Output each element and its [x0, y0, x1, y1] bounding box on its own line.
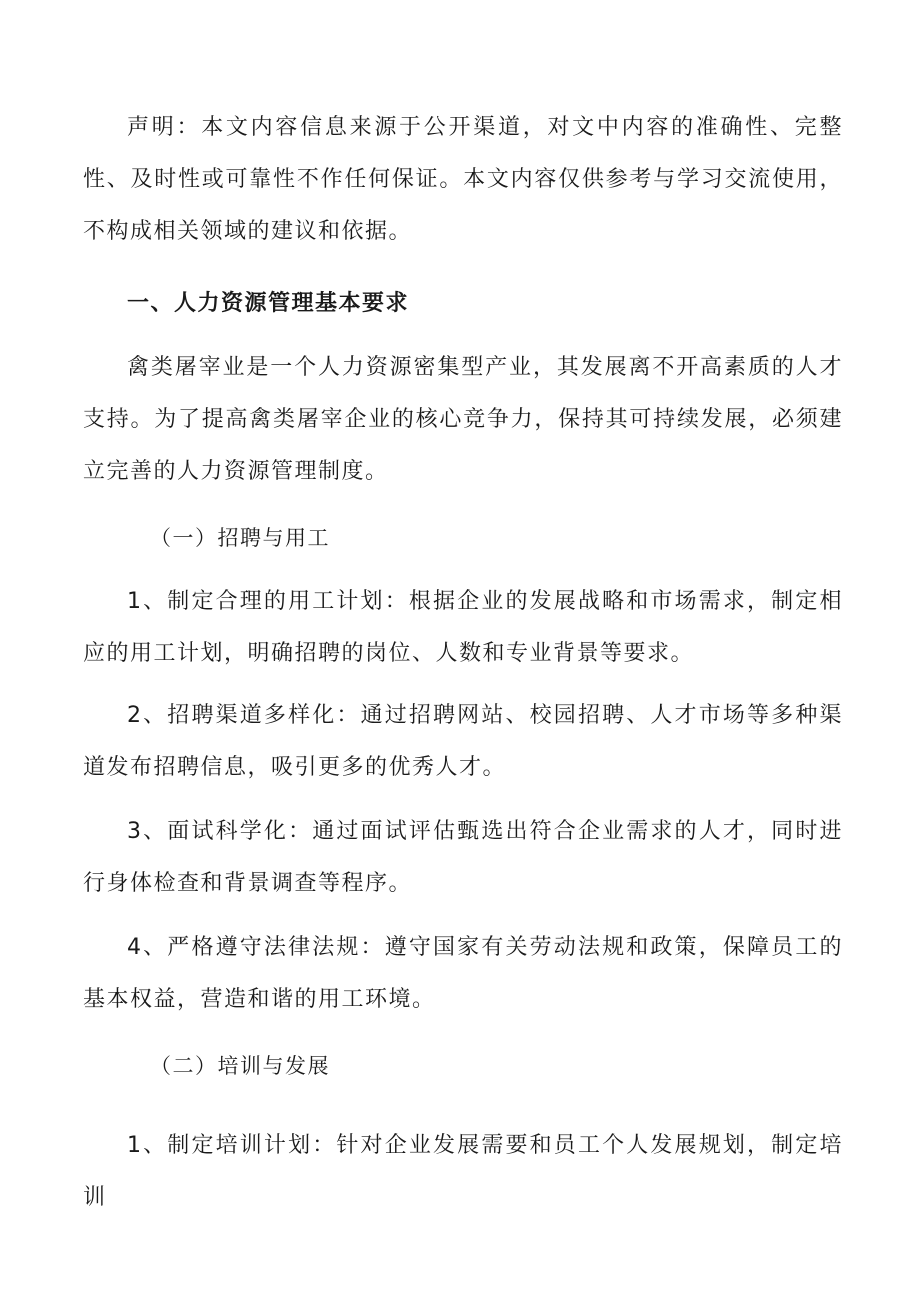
- item-text: 、严格遵守法律法规：遵守国家有关劳动法规和政策，保障员工的基本权益，营造和谐的用工环境。: [83, 935, 843, 1012]
- item-text: 、制定合理的用工计划：根据企业的发展战略和市场需求，制定相应的用工计划，明确招聘的岗位、人数和专业背景等要求。: [83, 589, 843, 666]
- item-number: 3: [127, 819, 143, 844]
- list-item: [83, 922, 843, 1026]
- list-item: [83, 806, 843, 910]
- item-text: 、制定培训计划：针对企业发展需要和员工个人发展规划，制定培训: [83, 1133, 843, 1210]
- item-number: 1: [127, 1133, 143, 1158]
- disclaimer-paragraph: 声明：本文内容信息来源于公开渠道，对文中内容的准确性、完整性、及时性或可靠性不作任何保证。本文内容仅供参考与学习交流使用，不构成相关领域的建议和依据。: [83, 115, 843, 244]
- subsection-title-recruitment: （一）招聘与用工: [150, 526, 330, 550]
- section-title: 一、人力资源管理基本要求: [127, 291, 410, 316]
- list-item: [83, 690, 843, 794]
- item-text: 、招聘渠道多样化：通过招聘网站、校园招聘、人才市场等多种渠道发布招聘信息，吸引更多的优秀人才。: [83, 703, 843, 780]
- subsection-title-training: （二）培训与发展: [150, 1054, 330, 1078]
- intro-paragraph: 禽类屠宰业是一个人力资源密集型产业，其发展离不开高素质的人才支持。为了提高禽类屠宰企业的核心竞争力，保持其可持续发展，必须建立完善的人力资源管理制度。: [83, 355, 843, 484]
- item-number: 4: [127, 935, 143, 960]
- list-item: [83, 576, 843, 680]
- item-number: 1: [127, 589, 143, 614]
- list-item: [83, 1120, 843, 1224]
- item-text: 、面试科学化：通过面试评估甄选出符合企业需求的人才，同时进行身体检查和背景调查等程序。: [83, 819, 843, 896]
- item-number: 2: [127, 703, 143, 728]
